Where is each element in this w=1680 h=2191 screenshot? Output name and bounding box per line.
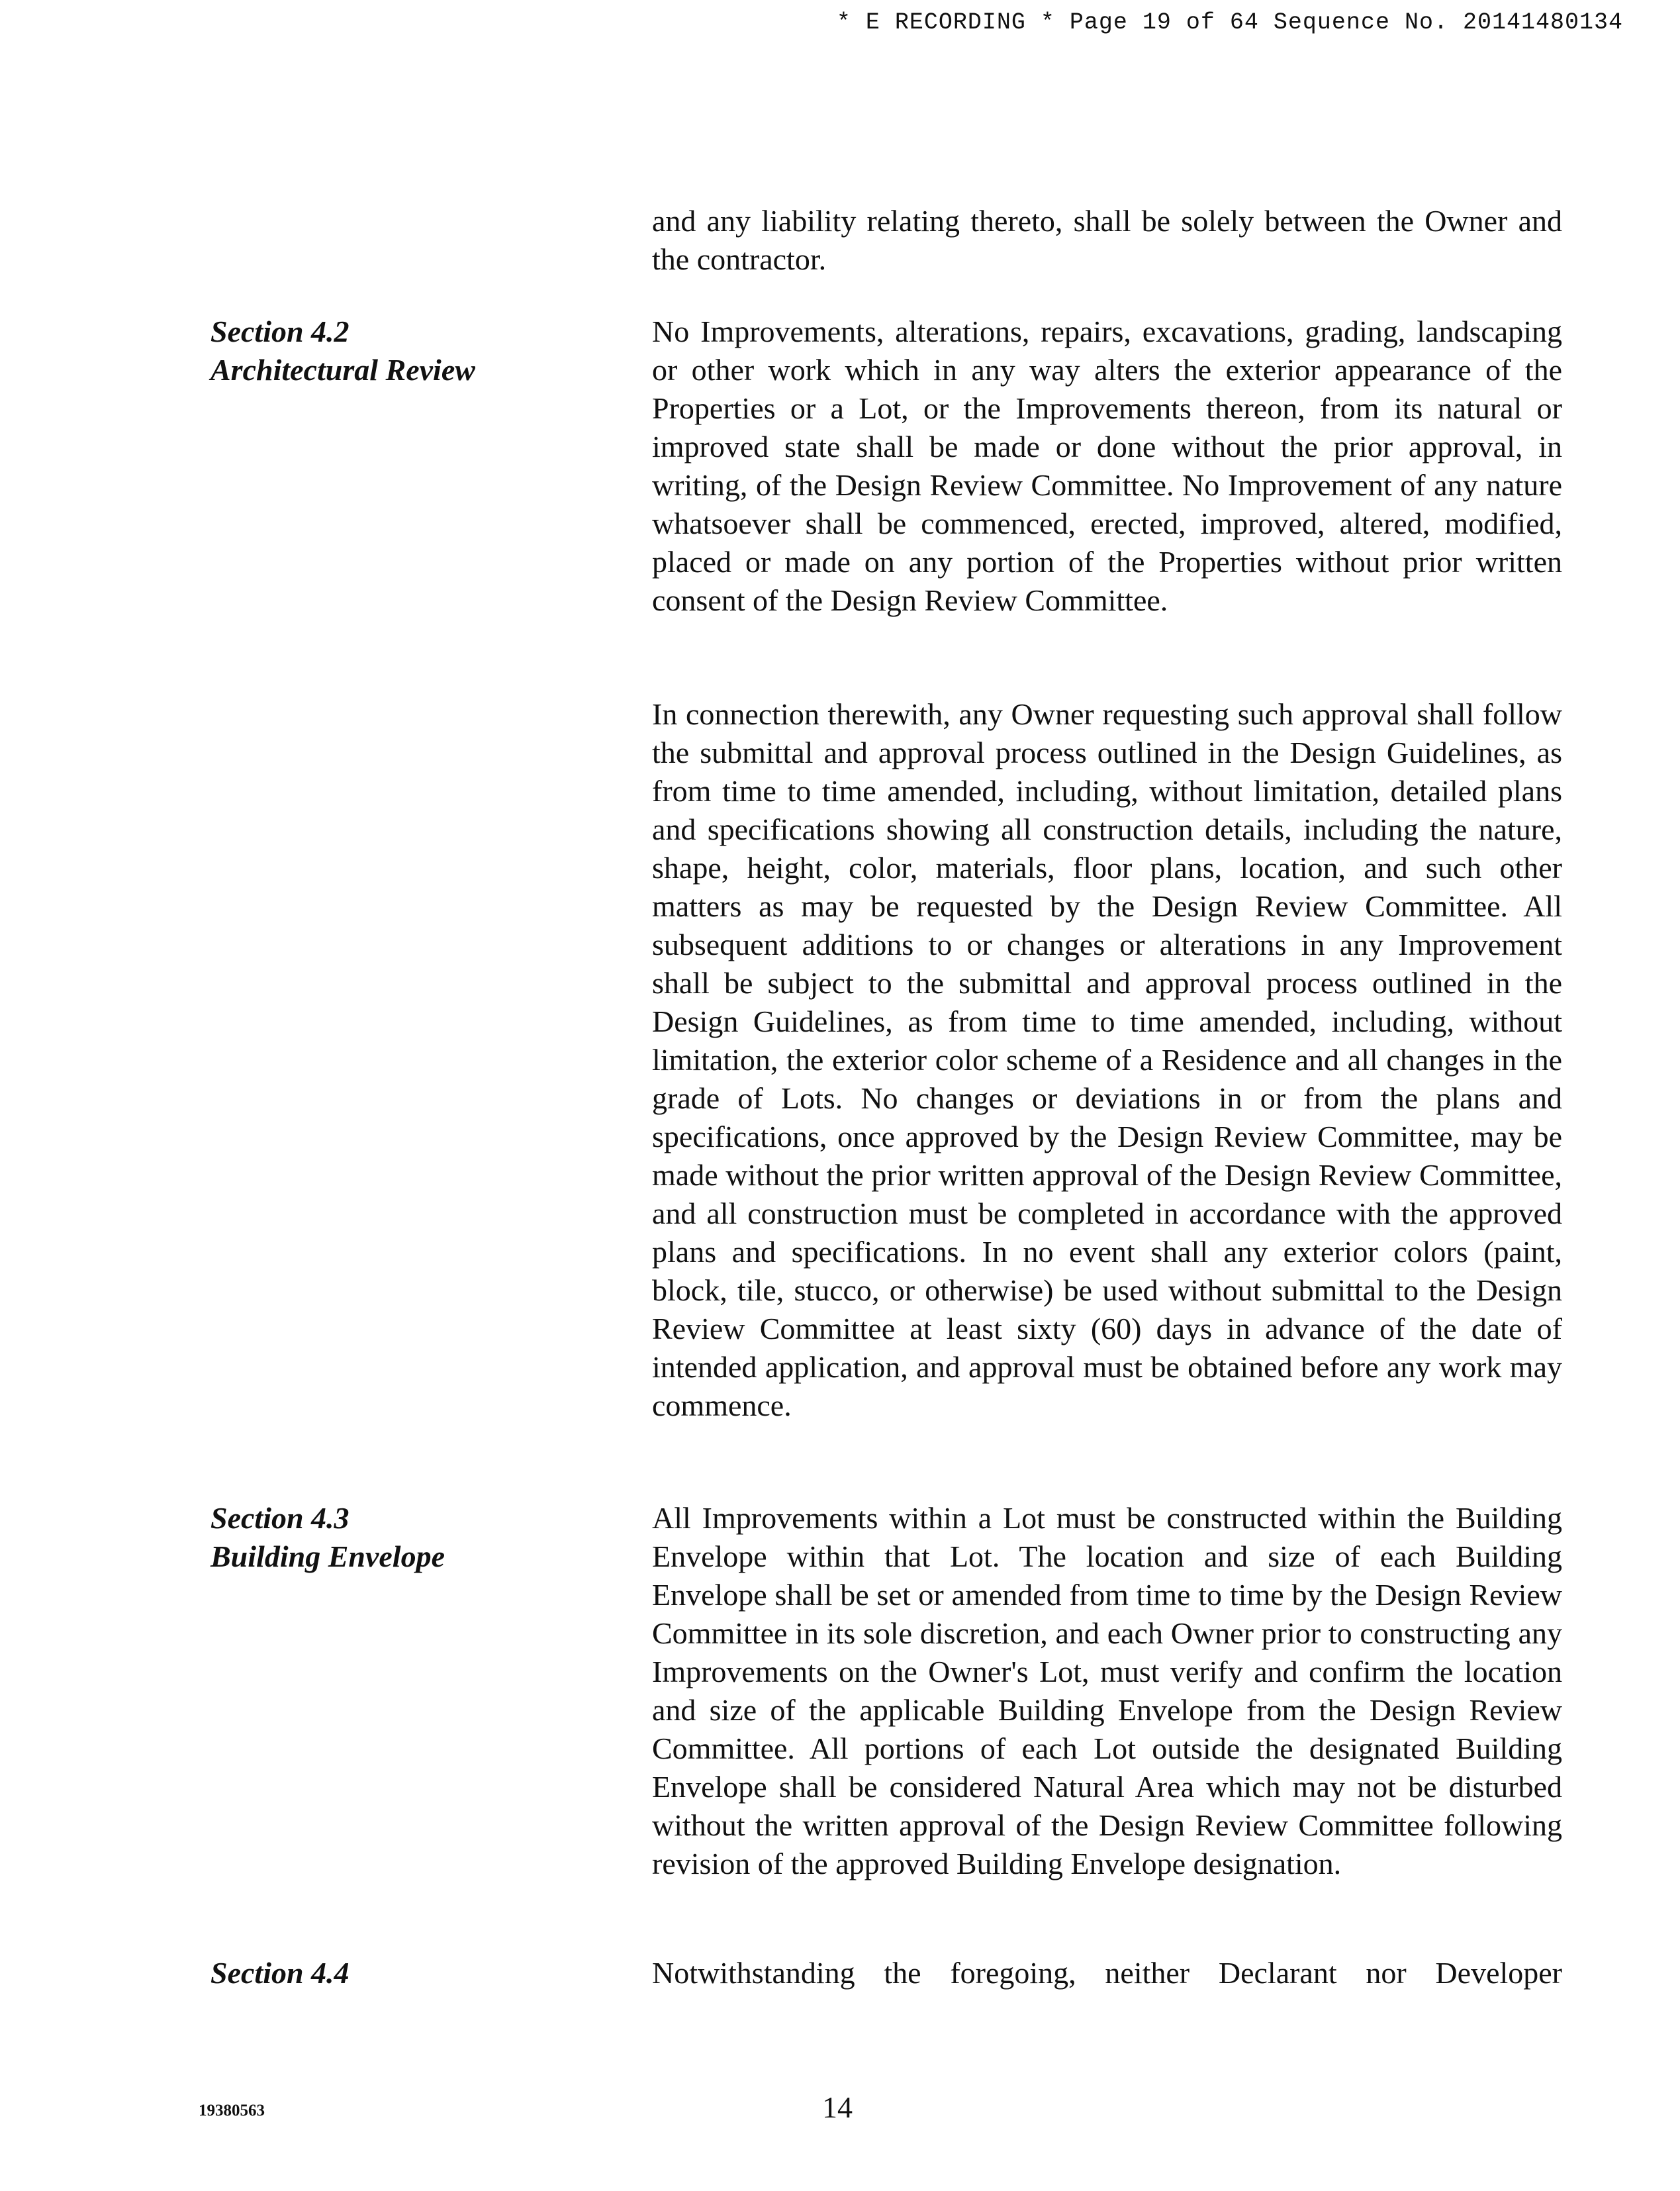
section-4-4-paragraph: Notwithstanding the foregoing, neither Declarant nor Developer [652, 1956, 1562, 1990]
section-4-3-paragraph: All Improvements within a Lot must be constructed within the Building Envelope within that Lot. The location and size of each Building Envelope shall be set or amended from time to time by the Design Review Committee in its sole discretion, and each Owner prior to constructing any Improvements on the Owner's Lot, must verify and confirm the location and size of the applicable Building Envelope from the Design Review Committee. All portions of each Lot outside the designated Building Envelope shall be considered Natural Area which may not be disturbed without the written approval of the Design Review Committee following revision of the approved Building Envelope designation. [652, 1501, 1562, 1880]
document-id: 19380563 [199, 2102, 265, 2119]
section-number: Section 4.3 [210, 1501, 350, 1535]
recording-header: * E RECORDING * Page 19 of 64 Sequence No. 20141480134 [836, 9, 1623, 36]
section-4-2-paragraph-2: In connection therewith, any Owner requesting such approval shall follow the submittal and approval process outlined in the Design Guidelines, as from time to time amended, including, without limitation, detailed plans and specifications showing all construction details, including the nature, shape, height, color, materials, floor plans, location, and such other matters as may be requested by the Design Review Committee. All subsequent additions to or changes or alterations in any Improvement shall be subject to the submittal and approval process outlined in the Design Guidelines, as from time to time amended, including, without limitation, the exterior color scheme of a Residence and all changes in the grade of Lots. No changes or deviations in or from the plans and specifications, once approved by the Design Review Committee, may be made without the prior written approval of the Design Review Committee, and all construction must be completed in accordance with the approved plans and specifications. In no event shall any exterior colors (paint, block, tile, stucco, or otherwise) be used without submittal to the Design Review Committee at least sixty (60) days in advance of the date of intended application, and approval must be obtained before any work may commence. [652, 697, 1562, 1422]
section-title: Architectural Review [210, 353, 475, 387]
section-4-2-paragraph: No Improvements, alterations, repairs, excavations, grading, landscaping or other work which in any way alters the exterior appearance of the Properties or a Lot, or the Improvements thereon, from its natural or improved state shall be made or done without the prior approval, in writing, of the Design Review Committee. No Improvement of any nature whatsoever shall be commenced, erected, improved, altered, modified, placed or made on any portion of the Properties without prior written consent of the Design Review Committee. [652, 315, 1562, 617]
section-title: Building Envelope [210, 1539, 445, 1573]
section-4-2-heading [210, 313, 475, 389]
section-number: Section 4.4 [210, 1956, 350, 1990]
section-4-4-heading [210, 1954, 350, 1992]
section-number: Section 4.2 [210, 315, 350, 348]
page-number: 14 [822, 2090, 853, 2124]
section-4-3-heading [210, 1499, 445, 1576]
paragraph-continuation: and any liability relating thereto, shall be solely between the Owner and the contractor. [652, 204, 1562, 276]
